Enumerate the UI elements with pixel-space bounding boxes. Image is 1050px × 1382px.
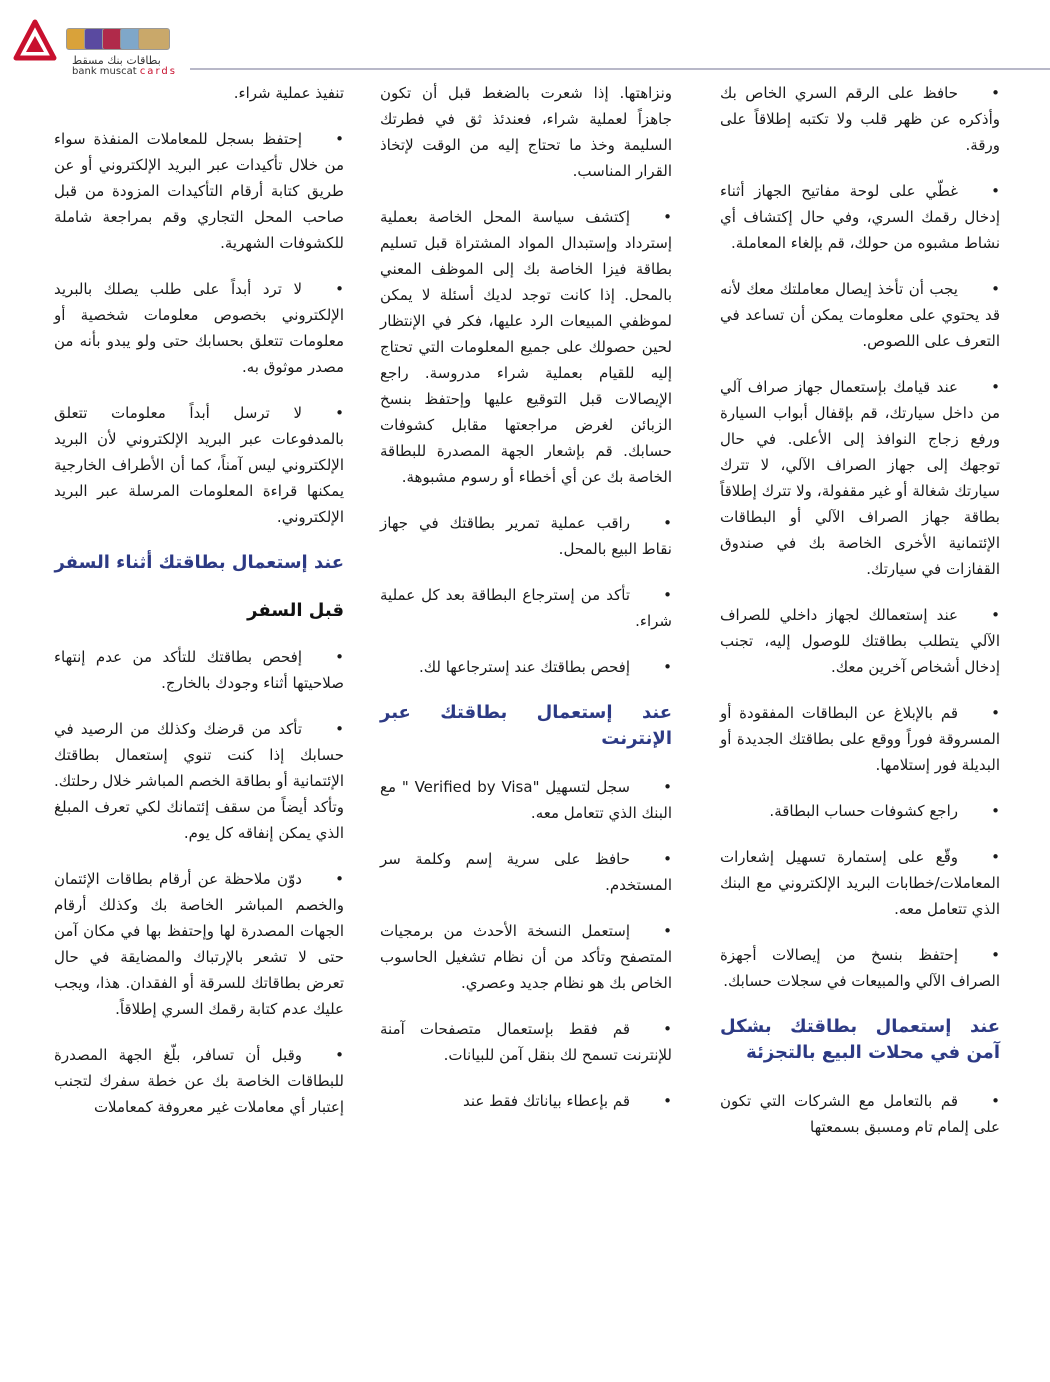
tip-paragraph: • عند إستعمالك لجهاز داخلي للصراف الآلي يتطلب بطاقتك للوصول إليه، تجنب إدخال أشخاص آخرين معك. <box>720 602 1000 680</box>
tip-paragraph: • قم بإعطاء بياناتك فقط عند <box>380 1088 672 1114</box>
brand-arabic: بطاقات بنك مسقط <box>72 54 161 67</box>
tip-paragraph: • إفحص بطاقتك للتأكد من عدم إنتهاء صلاحيتها أثناء وجودك بالخارج. <box>54 644 344 696</box>
tip-paragraph: • قم بالإبلاغ عن البطاقات المفقودة أو المسروقة فوراً ووقع على بطاقتك الجديدة أو البديلة فور إستلامها. <box>720 700 1000 778</box>
tip-paragraph: • لا ترد أبداً على طلب يصلك بالبريد الإلكتروني بخصوص معلومات شخصية أو معلومات تتعلق بحسابك حتى ولو يبدو بأنه من مصدر موثوق به. <box>54 276 344 380</box>
tip-paragraph: • يجب أن تأخذ إيصال معاملتك معك لأنه قد يحتوي على معلومات يمكن أن تساعد في التعرف على اللصوص. <box>720 276 1000 354</box>
brand-english: bank muscat cards <box>72 66 177 77</box>
section-heading-internet: عند إستعمال بطاقتك عبر الإنترنت <box>380 702 672 749</box>
tip-paragraph: • وقّع على إستمارة تسهيل إشعارات المعاملات/خطابات البريد الإلكتروني مع البنك الذي تتعامل معه. <box>720 844 1000 922</box>
tip-paragraph: • تأكد من إسترجاع البطاقة بعد كل عملية شراء. <box>380 582 672 634</box>
tip-paragraph: • دوّن ملاحظة عن أرقام بطاقات الإئتمان والخصم المباشر الخاصة بك وكذلك أرقام الجهات المصدرة لها وإحتفظ بها في مكان آمن حتى لا تشعر بالإرتباك والمضايقة في حال تعرض بطاقاتك للسرقة أو الفقدان. هذا، ويجب عليك عدم كتابة رقمك السري إطلاقاً. <box>54 866 344 1022</box>
tip-paragraph: • حافظ على سرية إسم وكلمة سر المستخدم. <box>380 846 672 898</box>
column-middle <box>380 80 672 1372</box>
tip-paragraph: • راقب عملية تمرير بطاقتك في جهاز نقاط البيع بالمحل. <box>380 510 672 562</box>
tip-paragraph: • تأكد من قرضك وكذلك من الرصيد في حسابك إذا كنت تنوي إستعمال بطاقتك الإئتمانية أو بطاقة الخصم المباشر خلال رحلتك. وتأكد أيضاً من سقف إئتمانك لكي تعرف المبلغ الذي يمكن إنفاقه كل يوم. <box>54 716 344 846</box>
section-heading-retail: عند إستعمال بطاقتك بشكل آمن في محلات البيع بالتجزئة <box>720 1016 1000 1063</box>
tip-paragraph: • حافظ على الرقم السري الخاص بك وأذكره عن ظهر قلب ولا تكتبه إطلاقاً على ورقة. <box>720 80 1000 158</box>
tip-paragraph: • إكتشف سياسة المحل الخاصة بعملية إسترداد وإستبدال المواد المشتراة قبل تسليم بطاقة فيزا الخاصة بك إلى الموظف المعني بالمحل. إذا كانت توجد لديك أسئلة لا يمكن لموظفي المبيعات الرد عليها، فكر في الإنتظار لحين حصولك على جميع المعلومات التي تحتاج إليه للقيام بعملية شراء مدروسة. راجع الإيصالات قبل التوقيع عليها وإحتفظ بنسخ الزبائن لغرض مراجعتها مقابل كشوفات حسابك. قم بإشعار الجهة المصدرة للبطاقة الخاصة بك عن أي أخطاء أو رسوم مشبوهة. <box>380 204 672 490</box>
bank-muscat-emblem-icon <box>10 18 60 68</box>
header-rule <box>190 68 1050 70</box>
credit-cards-graphic <box>66 28 176 54</box>
tip-paragraph: • لا ترسل أبداً معلومات تتعلق بالمدفوعات عبر البريد الإلكتروني لأن البريد الإلكتروني ليس آمناً، كما أن الأطراف الخارجية يمكنها قراءة المعلومات المرسلة عبر البريد الإلكتروني. <box>54 400 344 530</box>
tip-paragraph: • سجل لتسهيل "Verified by Visa " مع البنك الذي تتعامل معه. <box>380 774 672 826</box>
column-left <box>54 80 344 1372</box>
tip-paragraph: • إحتفظ بنسخ من إيصالات أجهزة الصراف الآلي والمبيعات في سجلات حسابك. <box>720 942 1000 994</box>
section-heading-travel: عند إستعمال بطاقتك أثناء السفر <box>54 552 344 573</box>
tip-paragraph-continued: تنفيذ عملية شراء. <box>233 84 344 102</box>
bank-muscat-cards-logo <box>10 12 190 77</box>
tip-paragraph: • عند قيامك بإستعمال جهاز صراف آلي من داخل سيارتك، قم بإقفال أبواب السيارة ورفع زجاج النوافذ إلى الأعلى. في حال توجهك إلى جهاز الصراف الآلي، لا تترك سيارتك شغالة أو غير مقفولة، ولا تترك إطلاقاً بطاقة جهاز الصراف الآلي أو البطاقات الإئتمانية الأخرى الخاصة بك في صندوق القفازات في سيارتك. <box>720 374 1000 582</box>
tip-paragraph: • قم بالتعامل مع الشركات التي تكون على إلمام تام ومسبق بسمعتها <box>720 1088 1000 1140</box>
tip-paragraph: • قم فقط بإستعمال متصفحات آمنة للإنترنت تسمح لك بنقل آمن للبيانات. <box>380 1016 672 1068</box>
tip-paragraph: • إفحص بطاقتك عند إسترجاعها لك. <box>380 654 672 680</box>
tip-paragraph-continued: ونزاهتها. إذا شعرت بالضغط قبل أن تكون جاهزاً لعملية شراء، فعندئذ ثق في فطرتك السليمة وخذ ما تحتاج إليه من الوقت لإتخاذ القرار المناسب. <box>380 84 672 180</box>
tip-paragraph: • إحتفظ بسجل للمعاملات المنفذة سواء من خلال تأكيدات عبر البريد الإلكتروني أو عن طريق كتابة أرقام التأكيدات المزودة من قبل صاحب المحل التجاري وقم بمراجعة شاملة للكشوفات الشهرية. <box>54 126 344 256</box>
tip-paragraph: • غطّي على لوحة مفاتيح الجهاز أثناء إدخال رقمك السري، وفي حال إكتشاف أي نشاط مشبوه من حولك، قم بإلغاء المعاملة. <box>720 178 1000 256</box>
tip-paragraph: • وقبل أن تسافر، بلّغ الجهة المصدرة للبطاقات الخاصة بك عن خطة سفرك لتجنب إعتبار أي معاملات غير معروفة كمعاملات <box>54 1042 344 1120</box>
column-right <box>720 80 1000 1372</box>
tip-paragraph: • إستعمل النسخة الأحدث من برمجيات المتصفح وتأكد من أن نظام تشغيل الحاسوب الخاص بك هو نظام جديد وعصري. <box>380 918 672 996</box>
subheading-before-travel: قبل السفر <box>247 600 344 621</box>
tip-paragraph: • راجع كشوفات حساب البطاقة. <box>720 798 1000 824</box>
